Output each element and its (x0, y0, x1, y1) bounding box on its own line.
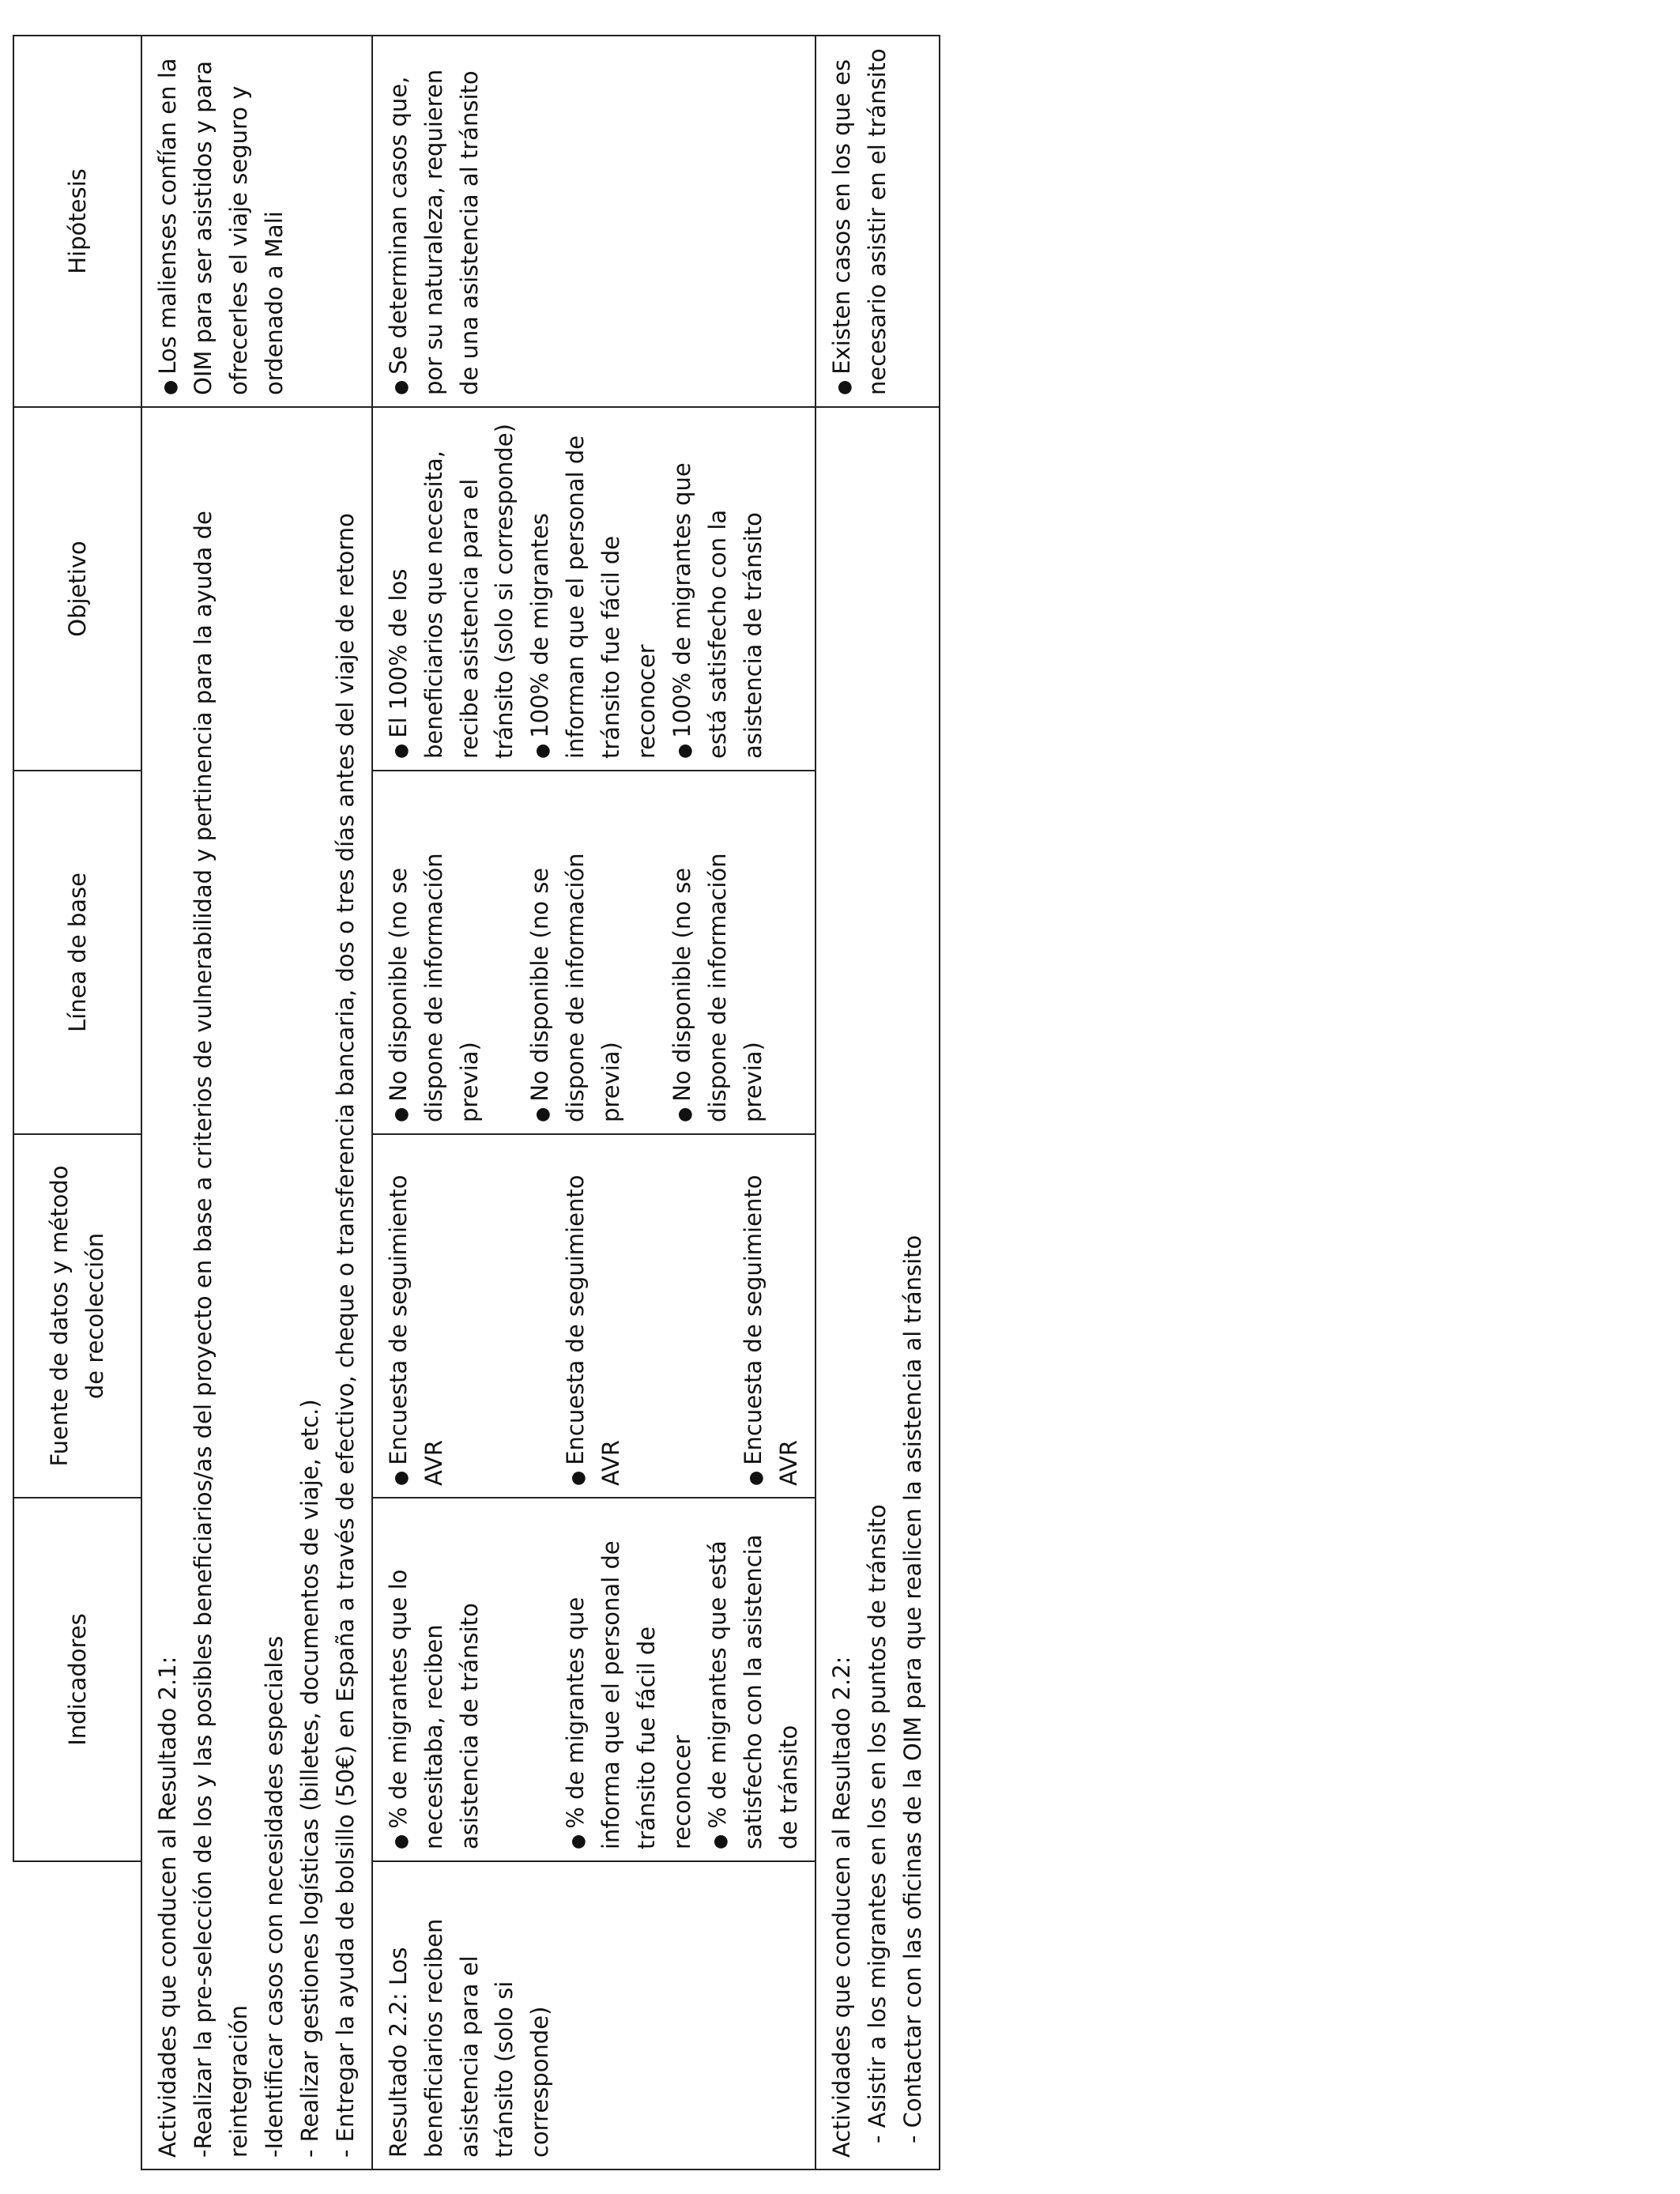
resultado-2-2-label: Resultado 2.2: Los beneficiarios reciben asistencia para el tránsito (solo si corresponde) (384, 1918, 554, 2158)
indicador-item: ● % de migrantes que informa que el personal de tránsito fue fácil de reconocer (558, 1510, 700, 1849)
header-hipotesis: Hipótesis (13, 36, 141, 407)
fuente-item: ● Encuesta de seguimiento AVR (381, 1146, 452, 1486)
indicador-item: ● % de migrantes que está satisfecho con la asistencia de tránsito (700, 1510, 807, 1849)
actividades-2-2-title: Actividades que conducen al Resultado 2.2: (827, 1656, 855, 2158)
header-row (13, 36, 141, 2169)
header-indicadores: Indicadores (13, 1498, 141, 1861)
linea-base-item: ● No disponible (no se dispone de información previa) (665, 782, 771, 1122)
linea-base-cell (372, 771, 816, 1134)
resultado-2-2-label-cell (372, 1861, 816, 2169)
hipotesis-2-2b-cell (816, 36, 940, 407)
fuente-item: ● Encuesta de seguimiento AVR (736, 1146, 807, 1486)
objetivo-item: ● El 100% de los beneficiarios que necesita, recibe asistencia para el tránsito (solo si corresponde) (381, 419, 523, 759)
indicador-item: ● % de migrantes que lo necesitaba, reciben asistencia de tránsito (381, 1510, 488, 1849)
corner-cell (13, 1861, 141, 2169)
actividad-2-2-item: - Asistir a los migrantes en los en los puntos de tránsito (863, 1504, 891, 2143)
actividades-2-2-cell (816, 407, 940, 2169)
objetivo-item: ● 100% de migrantes informan que el personal de tránsito fue fácil de reconocer (522, 419, 665, 759)
resultado-2-2-row (372, 36, 816, 2169)
header-objetivo: Objetivo (13, 407, 141, 771)
indicadores-cell (372, 1498, 816, 1861)
actividad-2-1-item: -Identificar casos con necesidades especiales (260, 1635, 288, 2158)
hipotesis-2-2: ● Se determinan casos que, por su naturaleza, requieren de una asistencia al tránsito (381, 47, 488, 395)
linea-base-item: ● No disponible (no se dispone de información previa) (381, 782, 488, 1122)
hipotesis-2-1-cell (141, 36, 372, 407)
actividades-2-2-row (816, 36, 940, 2169)
header-linea-base: Línea de base (13, 771, 141, 1134)
actividad-2-1-item: - Realizar gestiones logísticas (billetes, documentos de viaje, etc.) (296, 1399, 323, 2158)
actividades-2-1-title: Actividades que conducen al Resultado 2.1: (154, 1656, 181, 2158)
objetivo-item: ● 100% de migrantes que está satisfecho con la asistencia de tránsito (665, 419, 771, 759)
objetivo-cell (372, 407, 816, 771)
actividad-2-1-item: -Realizar la pre-selección de los y las posibles beneficiarios/as del proyecto en base a criterios de vulnerabilidad y pertinencia para la ayuda de reintegración (189, 511, 252, 2158)
hipotesis-2-2-cell (372, 36, 816, 407)
logframe-table (13, 35, 940, 2170)
hipotesis-2-1: ● Los malienses confían en la OIM para ser asistidos y para ofrecerles el viaje seguro y ordenado a Mali (150, 47, 292, 395)
actividades-2-1-cell (141, 407, 372, 2169)
hipotesis-2-2b: ● Existen casos en los que es necesario asistir en el tránsito (824, 47, 895, 395)
fuente-item: ● Encuesta de seguimiento AVR (558, 1146, 629, 1486)
actividades-2-1-row (141, 36, 372, 2169)
actividad-2-2-item: - Contactar con las oficinas de la OIM para que realicen la asistencia al tránsito (898, 1235, 926, 2143)
header-fuente: Fuente de datos y método de recolección (13, 1134, 141, 1498)
fuente-cell (372, 1134, 816, 1498)
linea-base-item: ● No disponible (no se dispone de información previa) (522, 782, 629, 1122)
actividad-2-1-item: - Entregar la ayuda de bolsillo (50€) en España a través de efectivo, cheque o transferencia bancaria, dos o tres días antes del viaje de retorno (331, 513, 359, 2158)
rotated-page (5, 0, 1048, 2186)
